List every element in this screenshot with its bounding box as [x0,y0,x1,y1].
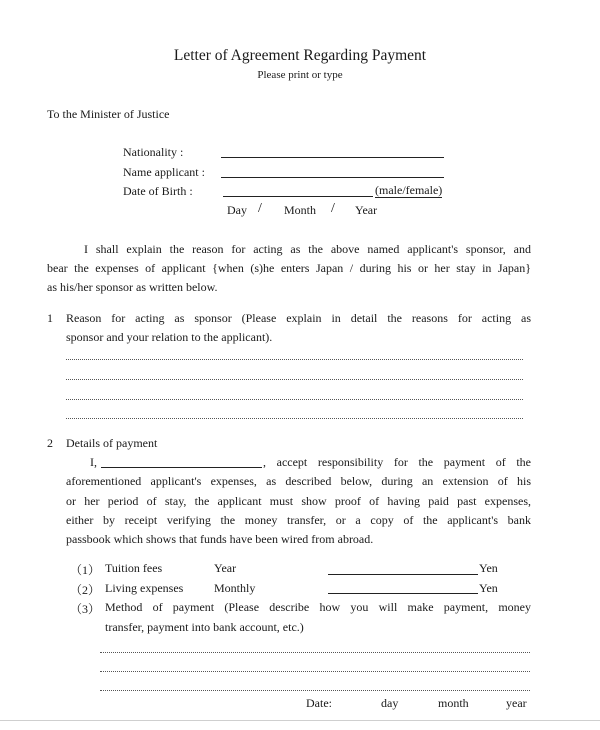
page-bottom-edge [0,720,600,721]
addressee: To the Minister of Justice [47,107,170,121]
dob-separator-1: / [258,201,262,216]
name-applicant-field[interactable] [221,177,444,178]
reason-line-1[interactable] [66,359,523,360]
section-2-heading: Details of payment [66,436,158,450]
sponsor-i-prefix: I, [90,455,97,469]
reason-line-3[interactable] [66,399,523,400]
payment-method-line-2[interactable] [100,671,530,672]
reason-line-2[interactable] [66,379,523,380]
date-of-birth-label: Date of Birth : [123,184,193,198]
reason-line-4[interactable] [66,418,523,419]
gender-option[interactable]: (male/female) [375,183,443,197]
dob-year-label: Year [355,203,378,217]
intro-line-3: as his/her sponsor as written below. [47,280,218,294]
nationality-field[interactable] [221,157,444,158]
payment-method-line-3[interactable] [100,690,530,691]
sponsor-name-field[interactable] [101,467,262,468]
footer-date-label: Date: [306,696,332,710]
item-2-label: Living expenses [105,581,184,595]
dob-day-label: Day [227,203,247,217]
dob-separator-2: / [331,201,335,216]
living-expenses-amount-field[interactable] [328,593,478,594]
footer-day-label: day [381,696,399,710]
item-3-line-1: Method of payment (Please describe how you will make payment, money [105,600,531,614]
item-1-label: Tuition fees [105,561,163,575]
sponsor-i-suffix: , accept responsibility for the payment of the [263,455,531,469]
intro-line-1: I shall explain the reason for acting as the above named applicant's sponsor, and [84,242,531,256]
dob-month-label: Month [284,203,317,217]
intro-line-2: bear the expenses of applicant {when (s)he enters Japan / during his or her stay in Japan} [47,261,531,275]
item-2-unit: Yen [479,581,498,595]
footer-year-label: year [506,696,527,710]
item-1-unit: Yen [479,561,498,575]
section-2-number: 2 [47,436,53,450]
section-1-line-2: sponsor and your relation to the applicant). [66,330,273,344]
section-1-line-1: Reason for acting as sponsor (Please explain in detail the reasons for acting as [66,311,531,325]
item-2-period: Monthly [214,581,256,595]
section-2-line-4: passbook which shows that funds have been wired from abroad. [66,532,374,546]
item-2-number: （2） [70,583,101,597]
payment-method-line-1[interactable] [100,652,530,653]
name-applicant-label: Name applicant : [123,165,205,179]
section-2-line-2: or her period of stay, the applicant must show proof of having paid past expenses, [66,494,531,508]
tuition-amount-field[interactable] [328,574,478,575]
document-title: Letter of Agreement Regarding Payment [173,47,427,64]
section-2-line-1: aforementioned applicant's expenses, as described below, during an extension of his [66,474,531,488]
item-3-line-2: transfer, payment into bank account, etc.) [105,620,304,634]
item-3-number: （3） [70,602,101,616]
item-1-period: Year [214,561,237,575]
section-1-number: 1 [47,311,53,325]
section-2-line-3: either by receipt verifying the money transfer, or a copy of the applicant's bank [66,513,531,527]
footer-month-label: month [438,696,469,710]
document-subtitle: Please print or type [257,69,343,81]
date-of-birth-field[interactable] [223,196,373,197]
nationality-label: Nationality : [123,145,184,159]
item-1-number: （1） [70,563,101,577]
